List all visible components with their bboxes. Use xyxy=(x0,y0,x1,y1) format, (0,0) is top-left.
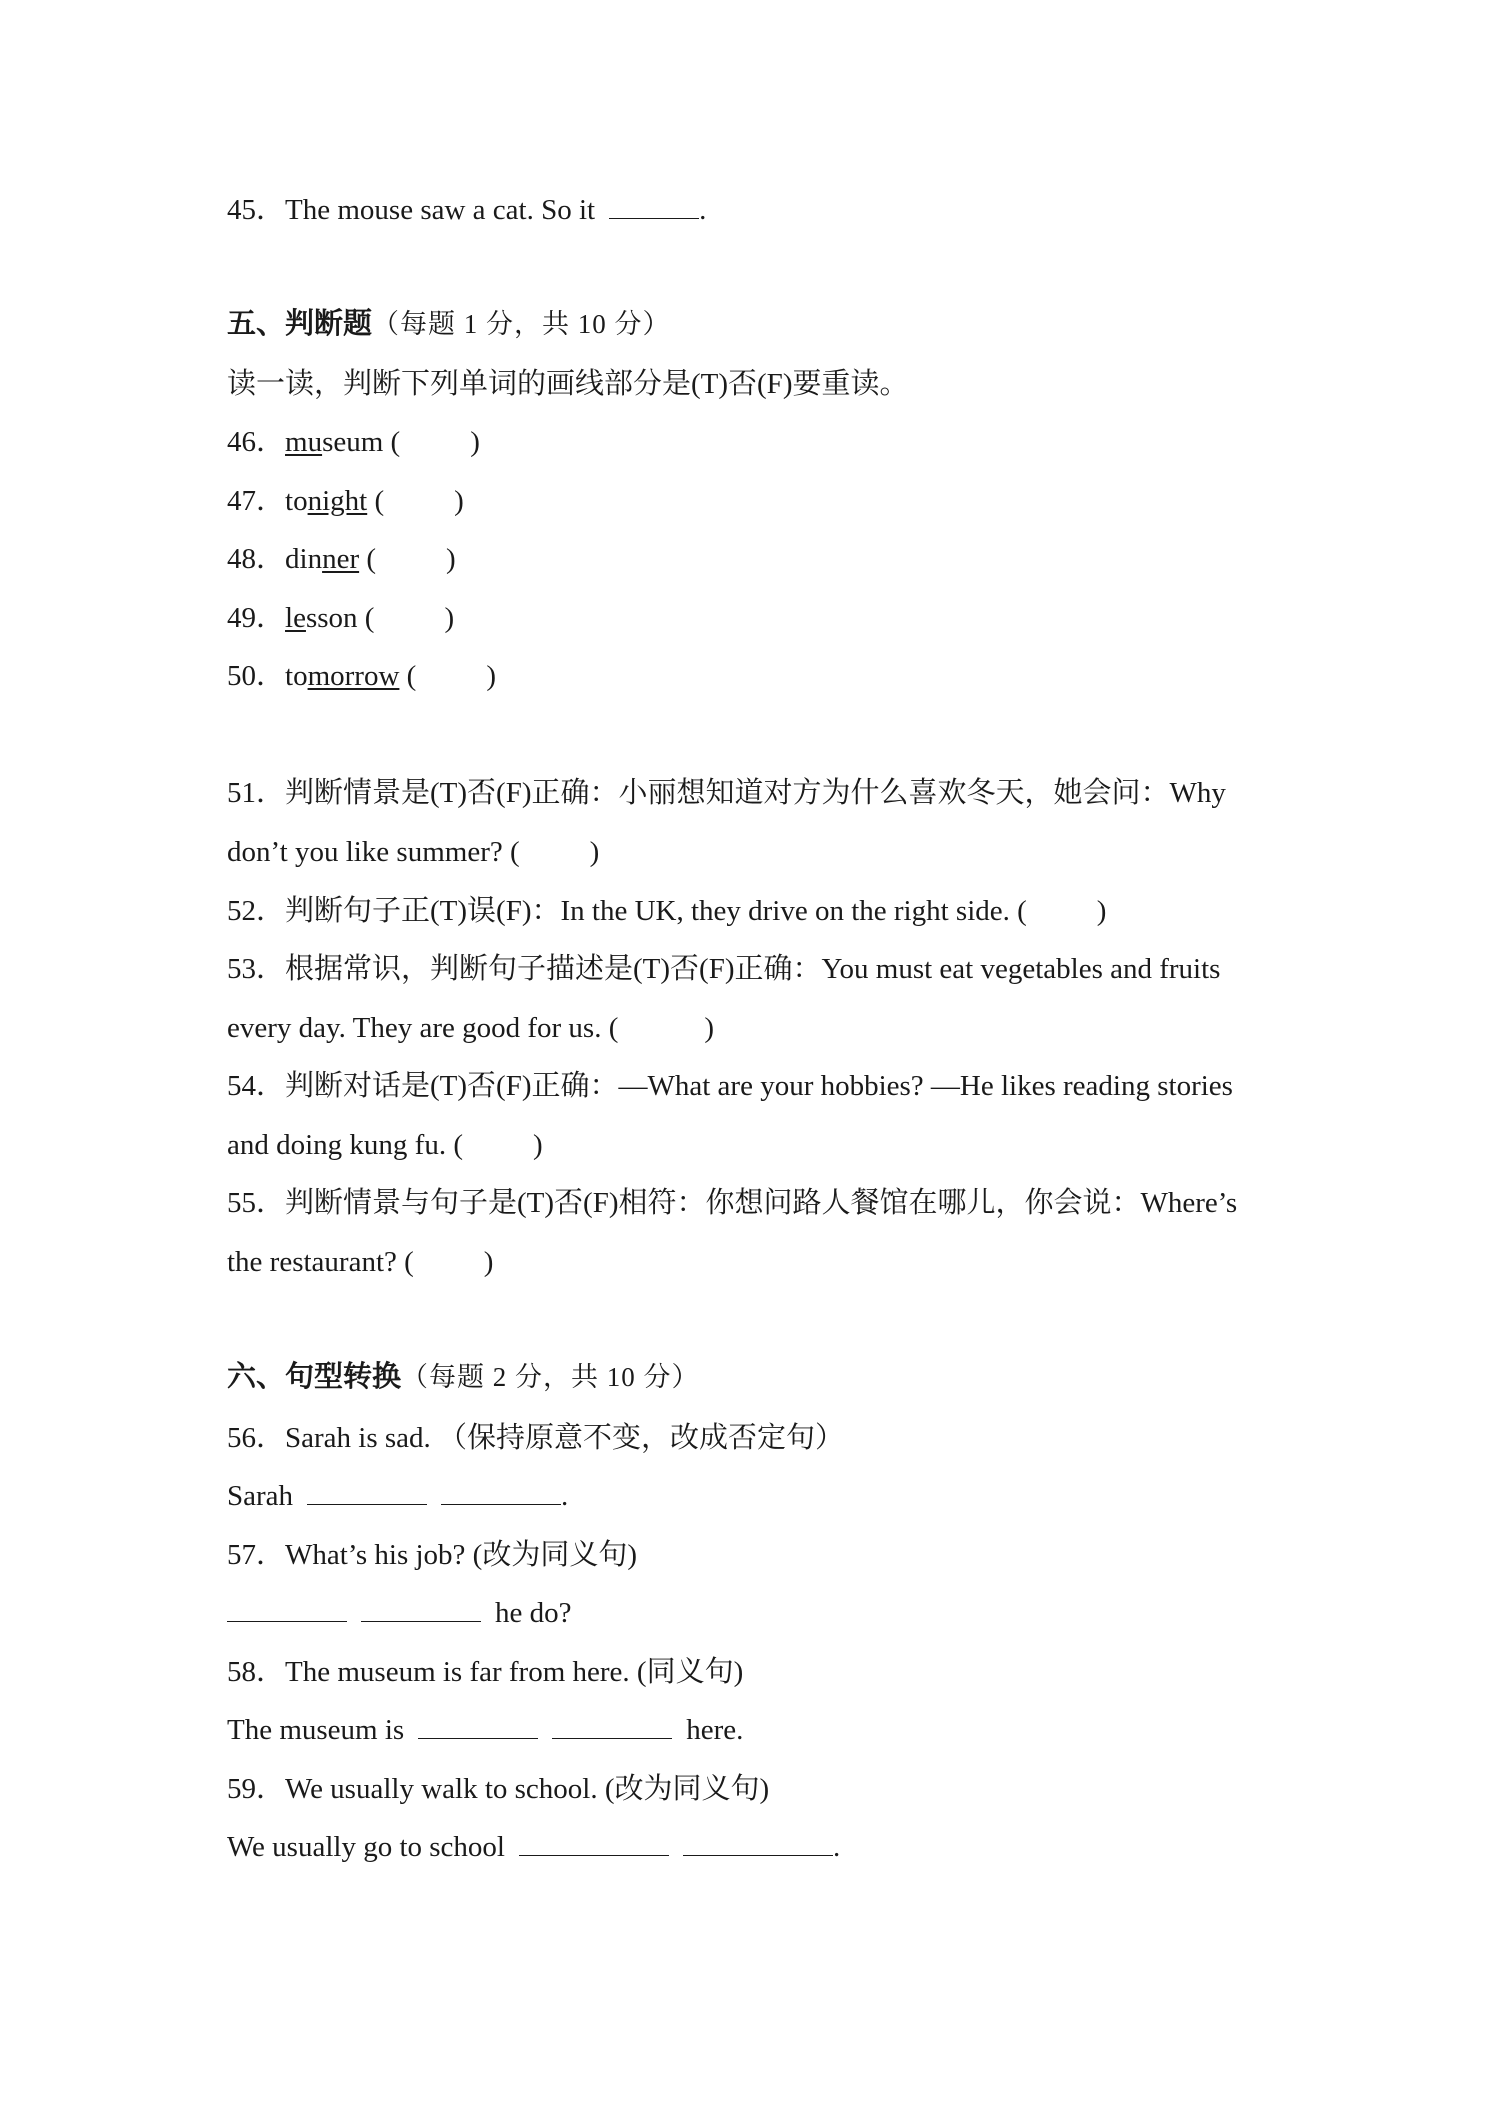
question-text: 根据常识，判断句子描述是(T)否(F)正确：You must eat vegetables and fruits xyxy=(285,953,1221,985)
question-57-answer: he do? xyxy=(227,1595,572,1631)
question-46: 46．museum ( ) xyxy=(227,426,480,458)
question-49: 49．lesson ( ) xyxy=(227,602,455,634)
section-score-note: （每题 2 分，共 10 分） xyxy=(401,1362,700,1392)
underlined-part: le xyxy=(285,602,306,634)
answer-blank[interactable] xyxy=(552,1714,672,1739)
answer-blank[interactable] xyxy=(609,194,699,219)
question-text: 判断对话是(T)否(F)正确：—What are your hobbies? —He likes reading stories xyxy=(285,1070,1233,1102)
question-text: What’s his job? (改为同义句) xyxy=(285,1539,637,1571)
question-52: 52．判断句子正(T)误(F)：In the UK, they drive on the right side. ( ) xyxy=(227,895,1107,927)
answer-blank[interactable] xyxy=(361,1597,481,1622)
question-text: 判断情景与句子是(T)否(F)相符：你想问路人餐馆在哪儿，你会说：Where’s xyxy=(285,1187,1238,1219)
question-53: 53．根据常识，判断句子描述是(T)否(F)正确：You must eat vegetables and fruits xyxy=(227,953,1221,985)
answer-blank[interactable] xyxy=(519,1831,669,1856)
answer-blank[interactable] xyxy=(227,1597,347,1622)
question-text: The museum is far from here. (同义句) xyxy=(285,1656,744,1688)
section-score-note: （每题 1 分，共 10 分） xyxy=(372,309,671,339)
answer-blank[interactable] xyxy=(683,1831,833,1856)
section-5-instruction: 读一读，判断下列单词的画线部分是(T)否(F)要重读。 xyxy=(227,368,909,400)
underlined-part: mu xyxy=(285,426,323,458)
question-59: 59．We usually walk to school. (改为同义句) xyxy=(227,1773,770,1805)
underlined-part: night xyxy=(307,485,368,517)
question-56-answer: Sarah . xyxy=(227,1480,569,1512)
question-55: 55．判断情景与句子是(T)否(F)相符：你想问路人餐馆在哪儿，你会说：Where’s xyxy=(227,1187,1238,1219)
question-51: 51．判断情景是(T)否(F)正确：小丽想知道对方为什么喜欢冬天，她会问：Why xyxy=(227,777,1226,809)
question-53-cont: every day. They are good for us. ( ) xyxy=(227,1012,715,1044)
question-45: 45．The mouse saw a cat. So it . xyxy=(227,194,707,226)
question-54-cont: and doing kung fu. ( ) xyxy=(227,1129,543,1161)
answer-blank[interactable] xyxy=(418,1714,538,1739)
question-58-answer: The museum is here. xyxy=(227,1714,744,1746)
question-55-cont: the restaurant? ( ) xyxy=(227,1246,494,1278)
underlined-part: ner xyxy=(322,543,360,575)
section-6-heading xyxy=(227,1359,700,1395)
section-5-heading xyxy=(227,306,671,342)
question-text: 判断情景是(T)否(F)正确：小丽想知道对方为什么喜欢冬天，她会问：Why xyxy=(285,777,1226,809)
question-51-cont: don’t you like summer? ( ) xyxy=(227,836,600,868)
question-text: We usually walk to school. (改为同义句) xyxy=(285,1773,770,1805)
section-title: 六、句型转换 xyxy=(227,1361,402,1393)
question-58: 58．The museum is far from here. (同义句) xyxy=(227,1656,744,1688)
question-text: 判断句子正(T)误(F)：In the UK, they drive on the right side. ( xyxy=(285,895,1027,927)
question-59-answer: We usually go to school . xyxy=(227,1831,841,1863)
question-48: 48．dinner ( ) xyxy=(227,543,456,575)
question-56: 56．Sarah is sad. （保持原意不变，改成否定句） xyxy=(227,1422,845,1454)
section-title: 五、判断题 xyxy=(227,308,373,340)
question-text: Sarah is sad. （保持原意不变，改成否定句） xyxy=(285,1422,845,1454)
question-number: 45． xyxy=(227,194,286,226)
answer-blank[interactable] xyxy=(441,1480,561,1505)
question-47: 47．tonight ( ) xyxy=(227,485,464,517)
question-57: 57．What’s his job? (改为同义句) xyxy=(227,1539,637,1571)
question-text: The mouse saw a cat. So it xyxy=(285,194,596,226)
answer-blank[interactable] xyxy=(307,1480,427,1505)
question-54: 54．判断对话是(T)否(F)正确：—What are your hobbies? —He likes reading stories xyxy=(227,1070,1233,1102)
underlined-part: morrow xyxy=(307,660,400,692)
question-50: 50．tomorrow ( ) xyxy=(227,660,496,692)
